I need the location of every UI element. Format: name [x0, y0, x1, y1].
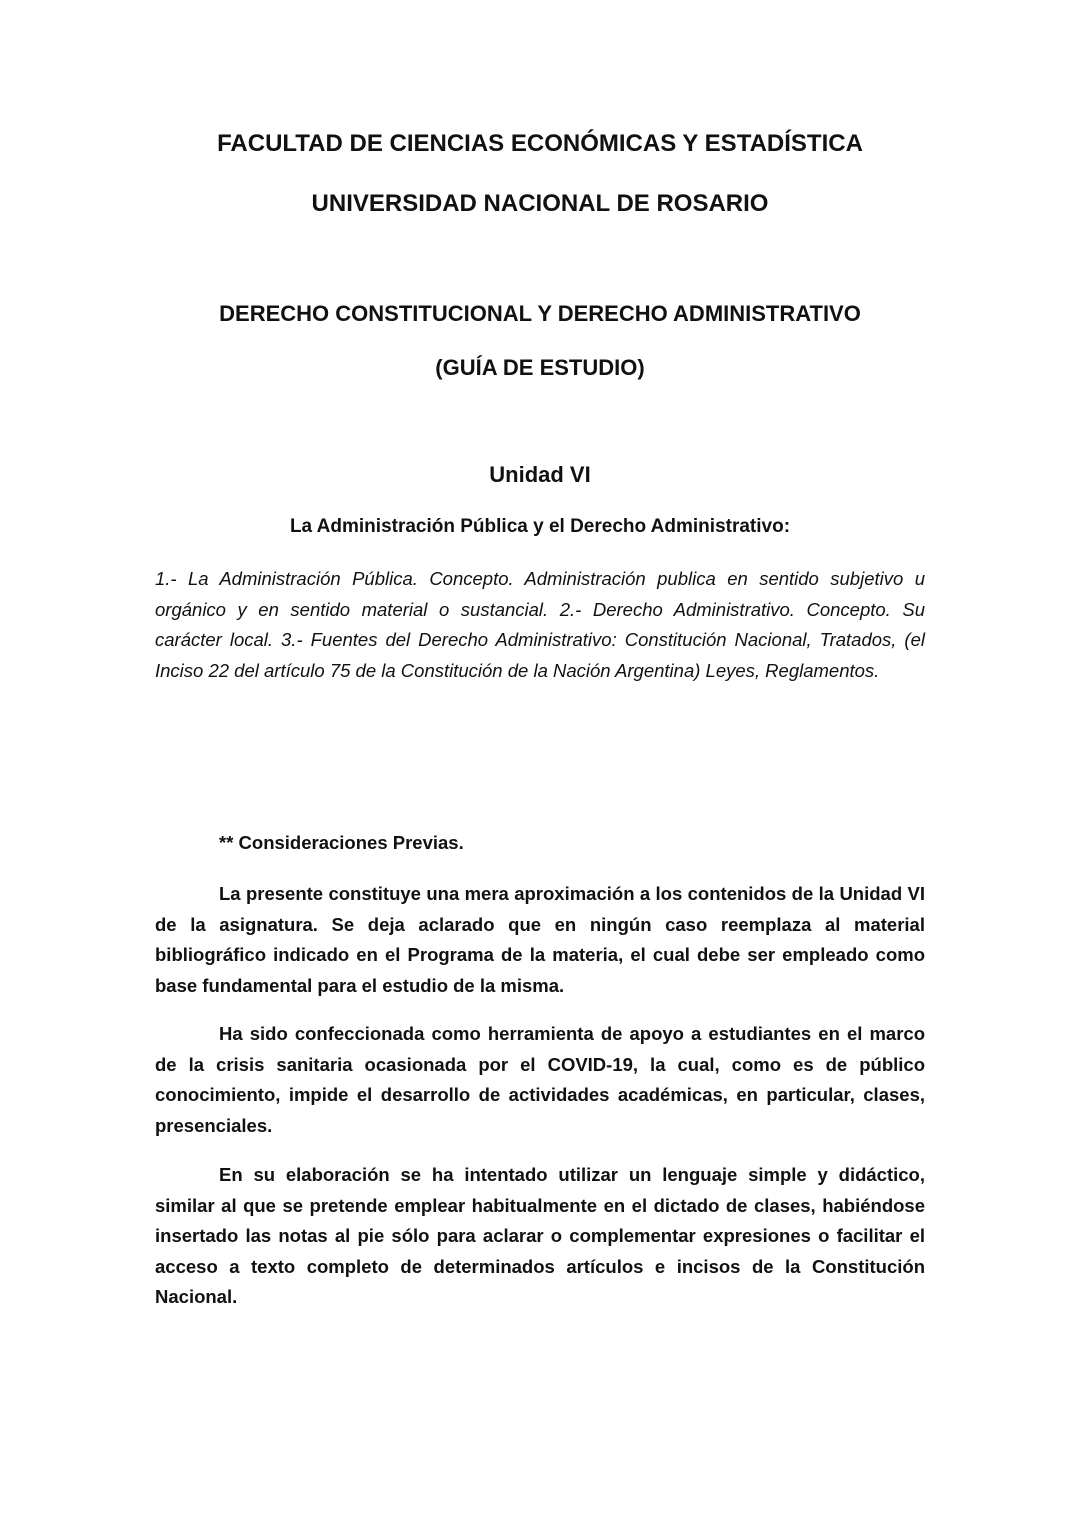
- unit-title: La Administración Pública y el Derecho Administrativo:: [289, 516, 791, 537]
- body-paragraph: Ha sido confeccionada como herramienta de apoyo a estudiantes en el marco de la crisis sanitaria ocasionada por el COVID-19, la cual, como es de público conocimiento, impide el desarrollo de actividades académicas, en particular, clases, presenciales.: [155, 1023, 925, 1136]
- body-paragraph: La presente constituye una mera aproximación a los contenidos de la Unidad VI de la asignatura. Se deja aclarado que en ningún caso reemplaza al material bibliográfico indicado en el Programa de la materia, el cual debe ser empleado como base fundamental para el estudio de la misma.: [155, 883, 925, 996]
- study-guide-label: (GUÍA DE ESTUDIO): [435, 355, 645, 380]
- body-paragraph: En su elaboración se ha intentado utilizar un lenguaje simple y didáctico, similar al que se pretende emplear habitualmente en el dictado de clases, habiéndose insertado las notas al pie sólo para aclarar o complementar expresiones o facilitar el acceso a texto completo de determinados artículos e incisos de la Constitución Nacional.: [155, 1164, 925, 1307]
- unit-topics: 1.- La Administración Pública. Concepto. Administración publica en sentido subjetivo u orgánico y en sentido material o sustancial. 2.- Derecho Administrativo. Concepto. Su carácter local. 3.- Fuentes del Derecho Administrativo: Constitución Nacional, Tratados, (el Inciso 22 del artículo 75 de la Constitución de la Nación Argentina) Leyes, Reglamentos.: [155, 568, 925, 681]
- subject-heading: DERECHO CONSTITUCIONAL Y DERECHO ADMINISTRATIVO: [219, 301, 861, 326]
- unit-heading: Unidad VI: [489, 462, 591, 487]
- preliminary-heading: ** Consideraciones Previas.: [219, 832, 464, 853]
- university-heading: UNIVERSIDAD NACIONAL DE ROSARIO: [311, 190, 769, 217]
- faculty-heading: FACULTAD DE CIENCIAS ECONÓMICAS Y ESTADÍSTICA: [217, 130, 863, 157]
